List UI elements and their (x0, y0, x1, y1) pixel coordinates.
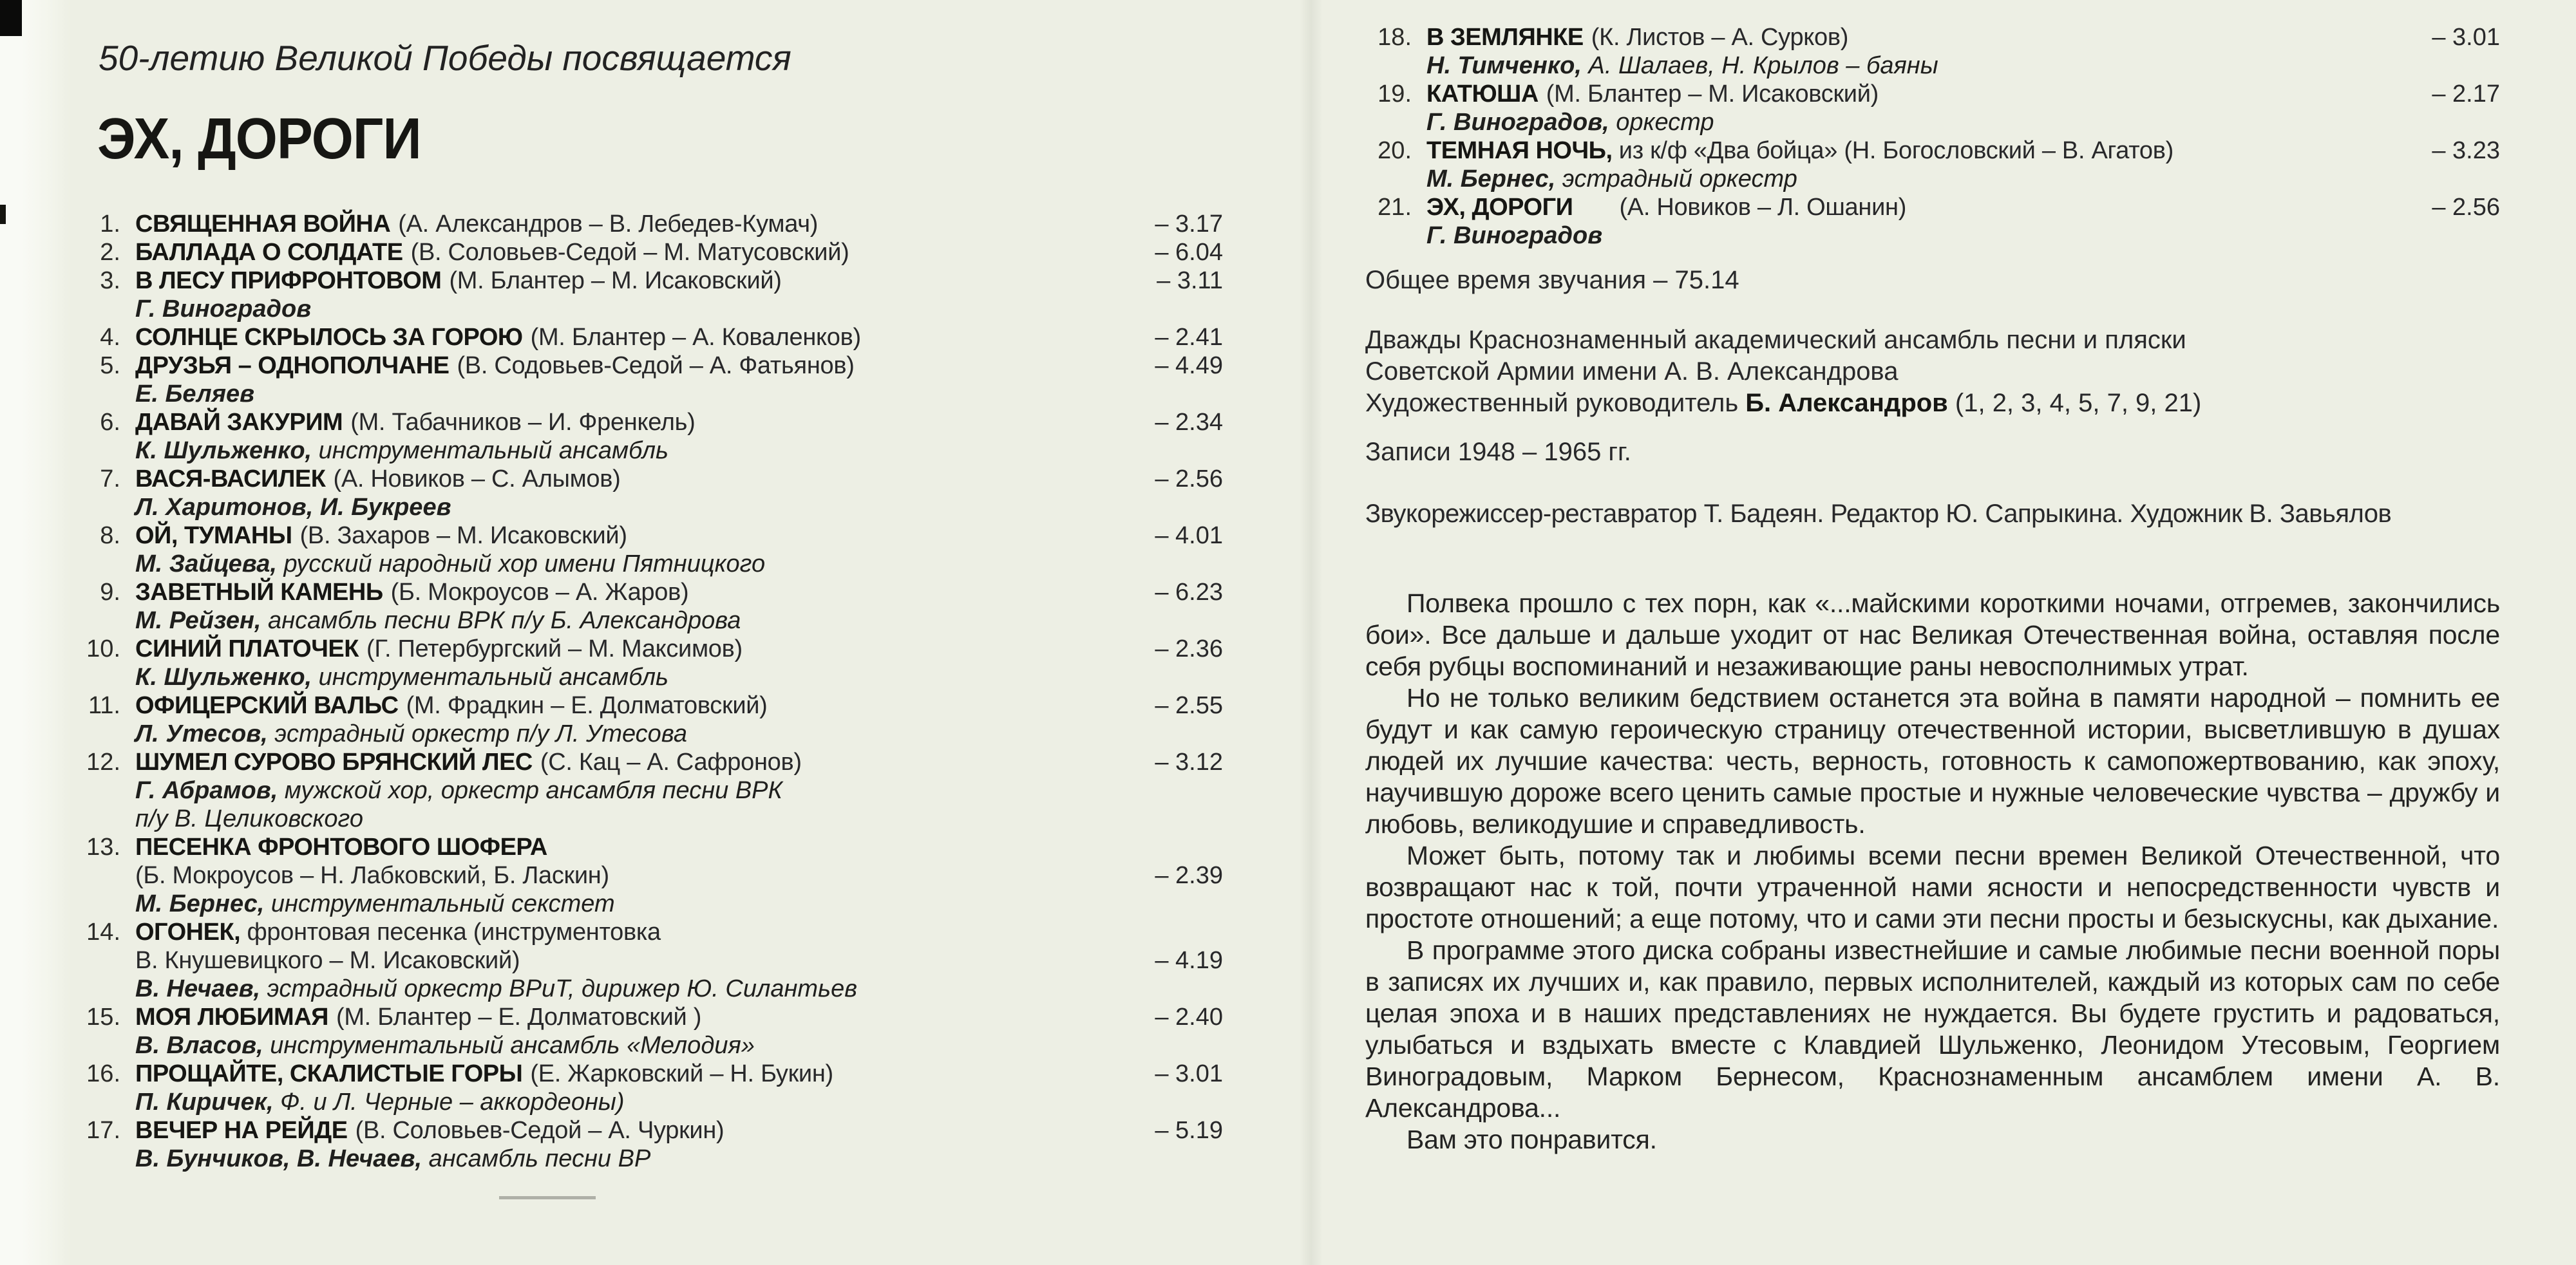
track-line (135, 351, 1223, 380)
track-credit: (С. Кац – А. Сафронов) (540, 749, 802, 776)
dedication-text: 50-летию Великой Победы посвящается (99, 38, 791, 78)
track-text (135, 918, 1223, 946)
performer-name: Г. Виноградов, (1426, 109, 1609, 136)
performer-line (1426, 221, 2500, 250)
performer-line (1426, 108, 2500, 136)
performer-line (135, 890, 1223, 918)
track-title: В ЛЕСУ ПРИФРОНТОВОМ (135, 267, 442, 294)
track-duration: – 2.41 (1155, 324, 1223, 351)
track-text (135, 578, 1139, 606)
page-crease (1300, 0, 1323, 1265)
track-row (74, 521, 1223, 578)
scan-edge-mark (0, 205, 6, 224)
performer-name: В. Нечаев, (135, 975, 261, 1002)
track-text (135, 748, 1139, 776)
track-body (1426, 80, 2500, 136)
track-number: 7. (100, 465, 120, 492)
track-number: 6. (100, 409, 120, 436)
performer-line (135, 606, 1223, 635)
track-title: БАЛЛАДА О СОЛДАТЕ (135, 239, 403, 266)
track-body (1426, 23, 2500, 80)
album-title: ЭХ, ДОРОГИ (97, 107, 421, 171)
track-duration: – 4.01 (1155, 522, 1223, 549)
track-row (74, 635, 1223, 691)
track-row (1365, 136, 2500, 193)
track-number: 9. (100, 579, 120, 606)
track-title: ЗАВЕТНЫЙ КАМЕНЬ (135, 579, 383, 606)
track-text (135, 210, 1139, 238)
performer-detail: мужской хор, оркестр ансамбля песни ВРК (278, 777, 782, 804)
performer-name: Л. Харитонов, И. Букреев (135, 494, 451, 521)
track-row (74, 1116, 1223, 1173)
right-page (1365, 23, 2500, 1156)
track-credit: (В. Содовьев-Седой – А. Фатьянов) (457, 352, 855, 379)
track-row (74, 408, 1223, 465)
track-body (135, 465, 1223, 521)
track-duration: – 2.56 (2432, 194, 2500, 221)
track-text (135, 691, 1139, 720)
track-title: ДАВАЙ ЗАКУРИМ (135, 409, 343, 436)
track-text (1426, 23, 2416, 52)
track-title: ПЕСЕНКА ФРОНТОВОГО ШОФЕРА (135, 834, 547, 861)
track-row (74, 465, 1223, 521)
track-line (1426, 136, 2500, 165)
track-body (1426, 193, 2500, 250)
performer-line (135, 720, 1223, 748)
performer-line (135, 1088, 1223, 1116)
track-credit: (В. Захаров – М. Исаковский) (299, 522, 627, 549)
track-line (1426, 193, 2500, 221)
track-row (74, 351, 1223, 408)
track-body (135, 833, 1223, 918)
essay-paragraph: Вам это понравится. (1406, 1125, 1657, 1154)
performer-name: К. Шульженко, (135, 437, 312, 464)
track-body (135, 210, 1223, 238)
track-subtitle: из к/ф «Два бойца» (Н. Богословский – В. Агатов) (1612, 137, 2174, 164)
track-credit: (М. Табачников – И. Френкель) (350, 409, 696, 436)
track-subtitle: фронтовая песенка (инструментовка (240, 919, 661, 946)
track-title: ОГОНЕК, (135, 919, 241, 946)
track-duration: – 6.23 (1155, 579, 1223, 606)
track-credit: (А. Новиков – Л. Ошанин) (1619, 194, 1907, 221)
performer-line (135, 1031, 1223, 1060)
performer-line (135, 380, 1223, 408)
performer-line (135, 805, 1223, 833)
performer-line (1426, 165, 2500, 193)
track-duration: – 5.19 (1155, 1117, 1223, 1144)
track-number: 17. (86, 1117, 120, 1144)
track-body (135, 521, 1223, 578)
track-row (74, 1003, 1223, 1060)
total-time: Общее время звучания – 75.14 (1365, 266, 1739, 294)
track-line (135, 635, 1223, 663)
scan-edge-strip (0, 0, 71, 1265)
track-duration: – 2.34 (1155, 409, 1223, 436)
track-line (1426, 23, 2500, 52)
performer-name: Н. Тимченко, (1426, 52, 1582, 79)
scan-smudge (499, 1196, 596, 1199)
track-title: СВЯЩЕННАЯ ВОЙНА (135, 211, 391, 238)
track-number: 1. (100, 211, 120, 238)
track-line (135, 1060, 1223, 1088)
track-line (135, 691, 1223, 720)
track-text (135, 408, 1139, 436)
track-text (1426, 80, 2416, 108)
track-line (135, 521, 1223, 550)
track-body (135, 267, 1223, 323)
track-credit: (Б. Мокроусов – А. Жаров) (390, 579, 689, 606)
performer-detail: ансамбль песни ВР (422, 1145, 651, 1172)
track-credit-continued: В. Кнушевицкого – М. Исаковский) (135, 947, 520, 974)
track-text (135, 465, 1139, 493)
track-number: 3. (100, 267, 120, 294)
track-body (135, 1060, 1223, 1116)
track-number: 2. (100, 239, 120, 266)
track-line (135, 748, 1223, 776)
track-title: ДРУЗЬЯ – ОДНОПОЛЧАНЕ (135, 352, 450, 379)
track-number: 18. (1378, 24, 1412, 51)
track-row (1365, 23, 2500, 80)
track-title: КАТЮША (1426, 80, 1539, 108)
performer-detail: инструментальный секстет (264, 890, 615, 917)
track-number: 13. (86, 834, 120, 861)
track-row (1365, 80, 2500, 136)
performer-detail: эстрадный оркестр ВРиТ, дирижер Ю. Силантьев (260, 975, 858, 1002)
track-title: В ЗЕМЛЯНКЕ (1426, 24, 1584, 51)
track-duration: – 3.01 (1155, 1060, 1223, 1087)
track-line (135, 323, 1223, 351)
recording-years: Записи 1948 – 1965 гг. (1365, 438, 1631, 466)
track-title: МОЯ ЛЮБИМАЯ (135, 1004, 328, 1031)
track-title: ОЙ, ТУМАНЫ (135, 522, 292, 549)
performer-name: М. Зайцева, (135, 550, 277, 577)
track-number: 21. (1378, 194, 1412, 221)
track-number: 12. (86, 749, 120, 776)
ensemble-text: Художественный руководитель (1365, 389, 1746, 417)
track-title: СОЛНЦЕ СКРЫЛОСЬ ЗА ГОРОЮ (135, 324, 523, 351)
track-duration: – 4.19 (1155, 947, 1223, 974)
track-text (135, 267, 1141, 295)
performer-name: В. Бунчиков, В. Нечаев, (135, 1145, 422, 1172)
track-line (135, 267, 1223, 295)
track-line (135, 918, 1223, 946)
track-duration: – 6.04 (1155, 239, 1223, 266)
track-text (135, 635, 1139, 663)
track-row (74, 748, 1223, 833)
left-page (74, 37, 1253, 1173)
track-row (74, 323, 1223, 351)
performer-line (1426, 52, 2500, 80)
ensemble-line (1365, 356, 2500, 388)
track-credit: (В. Соловьев-Седой – М. Матусовский) (410, 239, 849, 266)
performer-line (135, 436, 1223, 465)
ensemble-line (1365, 324, 2500, 356)
track-body (135, 635, 1223, 691)
artistic-director-name: Б. Александров (1745, 389, 1948, 417)
track-line (135, 946, 1223, 975)
track-duration: – 3.11 (1157, 267, 1223, 294)
ensemble-text: Дважды Краснознаменный академический ансамбль песни и пляски (1365, 326, 2186, 354)
track-line (1426, 80, 2500, 108)
track-text (135, 1060, 1139, 1088)
track-text (135, 238, 1139, 267)
track-credit: (В. Соловьев-Седой – А. Чуркин) (355, 1117, 724, 1144)
track-title: ПРОЩАЙТЕ, СКАЛИСТЫЕ ГОРЫ (135, 1060, 523, 1087)
track-body (135, 408, 1223, 465)
track-text (135, 833, 1223, 861)
track-credit: (М. Блантер – Е. Долматовский ) (336, 1004, 702, 1031)
track-number: 15. (86, 1004, 120, 1031)
scan-corner-artifact (0, 0, 22, 36)
performer-name: М. Бернес, (1426, 165, 1556, 192)
performer-detail: эстрадный оркестр п/у Л. Утесова (267, 720, 687, 747)
track-number: 20. (1378, 137, 1412, 164)
production-credits: Звукорежиссер-реставратор Т. Бадеян. Редактор Ю. Сапрыкина. Художник В. Завьялов (1365, 500, 2392, 528)
tracklist-right (1365, 23, 2500, 250)
performer-detail: русский народный хор имени Пятницкого (276, 550, 766, 577)
track-number: 19. (1378, 80, 1412, 108)
track-row (74, 238, 1223, 267)
track-credit: (М. Фрадкин – Е. Долматовский) (406, 692, 768, 719)
track-row (74, 578, 1223, 635)
track-row (74, 210, 1223, 238)
performer-line (135, 493, 1223, 521)
track-line (135, 1116, 1223, 1145)
essay-paragraph: Полвека прошло с тех порн, как «...майскими короткими ночами, отгремев, закончились бои». Все дальше и дальше уходит от нас Великая Отечественная война, оставляя после себя рубцы воспоминаний и незаживающие раны невосполнимых утрат. (1365, 588, 2500, 681)
performer-detail: ансамбль песни ВРК п/у Б. Александрова (261, 607, 741, 634)
track-duration: – 2.40 (1155, 1004, 1223, 1031)
ensemble-info (1365, 324, 2500, 419)
track-body (135, 578, 1223, 635)
track-line (135, 408, 1223, 436)
performer-line (135, 975, 1223, 1003)
track-duration: – 3.17 (1155, 211, 1223, 238)
performer-line (135, 295, 1223, 323)
track-number: 14. (86, 919, 120, 946)
track-number: 5. (100, 352, 120, 379)
ensemble-text: (1, 2, 3, 4, 5, 7, 9, 21) (1947, 389, 2202, 417)
performer-name: Л. Утесов, (135, 720, 268, 747)
track-credit: (А. Александров – В. Лебедев-Кумач) (398, 211, 819, 238)
track-duration: – 3.01 (2432, 24, 2500, 51)
performer-name: П. Киричек, (135, 1089, 274, 1116)
track-duration: – 2.17 (2432, 80, 2500, 108)
track-credit: (Г. Петербургский – М. Максимов) (366, 635, 743, 662)
performer-line (135, 663, 1223, 691)
performer-detail: инструментальный ансамбль «Мелодия» (263, 1032, 755, 1059)
performer-line (135, 1145, 1223, 1173)
performer-line (135, 776, 1223, 805)
track-number: 16. (86, 1060, 120, 1087)
track-credit: (М. Блантер – А. Коваленков) (530, 324, 861, 351)
track-text (1426, 193, 2416, 221)
track-text (135, 1003, 1139, 1031)
track-text (135, 351, 1139, 380)
track-duration: – 3.12 (1155, 749, 1223, 776)
track-row (74, 833, 1223, 918)
tracklist-left (74, 210, 1253, 1173)
performer-name: В. Власов, (135, 1032, 263, 1059)
track-duration: – 4.49 (1155, 352, 1223, 379)
performer-detail: А. Шалаев, Н. Крылов – баяны (1581, 52, 1938, 79)
track-body (1426, 136, 2500, 193)
track-duration: – 3.23 (2432, 137, 2500, 164)
track-body (135, 351, 1223, 408)
track-body (135, 323, 1223, 351)
performer-name: М. Рейзен, (135, 607, 261, 634)
performer-detail: инструментальный ансамбль (312, 664, 669, 691)
essay-paragraph: В программе этого диска собраны известнейшие и самые любимые песни военной поры в записях их лучших и, как правило, первых исполнителей, каждый из которых сам по себе целая эпоха и в наших представлениях не нуждается. Вы будете грустить и радоваться, улыбаться и вздыхать вместе с Клавдией Шульженко, Леонидом Утесовым, Георгием Виноградовым, Марком Бернесом, Краснознаменным ансамблем имени А. В. Александрова... (1365, 935, 2500, 1123)
performer-name: Г. Абрамов, (135, 777, 278, 804)
track-body (135, 748, 1223, 833)
track-number: 4. (100, 324, 120, 351)
track-credit-continued: (Б. Мокроусов – Н. Лабковский, Б. Ласкин) (135, 862, 609, 889)
track-title: СИНИЙ ПЛАТОЧЕК (135, 635, 359, 662)
ensemble-line (1365, 388, 2500, 419)
track-line (135, 861, 1223, 890)
track-row (74, 918, 1223, 1003)
track-duration: – 2.55 (1155, 692, 1223, 719)
performer-name: Е. Беляев (135, 380, 255, 408)
track-number: 11. (88, 692, 120, 719)
liner-notes-essay (1365, 588, 2500, 1156)
track-credit: (К. Листов – А. Сурков) (1591, 24, 1849, 51)
track-body (135, 238, 1223, 267)
performer-detail: п/у В. Целиковского (135, 805, 363, 832)
track-title: ЭХ, ДОРОГИ (1426, 194, 1573, 221)
track-row (74, 691, 1223, 748)
track-credit: (М. Блантер – М. Исаковский) (1546, 80, 1879, 108)
track-body (135, 691, 1223, 748)
track-credit: (А. Новиков – С. Алымов) (333, 465, 621, 492)
essay-paragraph: Но не только великим бедствием останется эта война в памяти народной – помнить ее будут и как самую героическую страницу отечественной истории, высветлившую в душах людей их лучшие качества: честь, верность, готовность к самопожертвованию, как эпоху, научившую дороже всего ценить самые простые и нужные человеческие чувства – дружбу и любовь, великодушие и справедливость. (1365, 683, 2500, 839)
track-body (135, 1003, 1223, 1060)
performer-name: М. Бернес, (135, 890, 265, 917)
performer-name: К. Шульженко, (135, 664, 312, 691)
performer-line (135, 550, 1223, 578)
track-text (135, 1116, 1139, 1145)
track-duration: – 2.39 (1155, 862, 1223, 889)
performer-detail: Ф. и Л. Черные – аккордеоны) (273, 1089, 625, 1116)
track-row (1365, 193, 2500, 250)
track-line (135, 578, 1223, 606)
performer-name: Г. Виноградов (1426, 222, 1603, 249)
track-line (135, 465, 1223, 493)
track-line (135, 833, 1223, 861)
performer-detail: эстрадный оркестр (1555, 165, 1797, 192)
track-body (135, 1116, 1223, 1173)
track-duration: – 2.36 (1155, 635, 1223, 662)
track-credit: (М. Блантер – М. Исаковский) (449, 267, 782, 294)
track-line (135, 210, 1223, 238)
track-text (1426, 136, 2416, 165)
performer-detail: оркестр (1609, 109, 1714, 136)
essay-paragraph: Может быть, потому так и любимы всеми песни времен Великой Отечественной, что возвращают нас к той, почти утраченной нами ясности и непосредственности чувств и простоте отношений; а еще потому, что и сами эти песни просты и безыскусны, как дыхание. (1365, 841, 2500, 933)
track-line (135, 1003, 1223, 1031)
track-title: ВЕЧЕР НА РЕЙДЕ (135, 1117, 348, 1144)
track-row (74, 267, 1223, 323)
track-number: 10. (86, 635, 120, 662)
track-line (135, 238, 1223, 267)
track-body (135, 918, 1223, 1003)
track-title: ШУМЕЛ СУРОВО БРЯНСКИЙ ЛЕС (135, 749, 533, 776)
performer-name: Г. Виноградов (135, 295, 312, 323)
performer-detail: инструментальный ансамбль (312, 437, 669, 464)
track-number: 8. (100, 522, 120, 549)
track-title: ОФИЦЕРСКИЙ ВАЛЬС (135, 692, 399, 719)
ensemble-text: Советской Армии имени А. В. Александрова (1365, 357, 1899, 386)
track-duration: – 2.56 (1155, 465, 1223, 492)
track-title: ТЕМНАЯ НОЧЬ, (1426, 137, 1613, 164)
track-row (74, 1060, 1223, 1116)
track-text (135, 521, 1139, 550)
track-text (135, 323, 1139, 351)
track-title: ВАСЯ-ВАСИЛЕК (135, 465, 326, 492)
track-credit: (Е. Жарковский – Н. Букин) (530, 1060, 833, 1087)
